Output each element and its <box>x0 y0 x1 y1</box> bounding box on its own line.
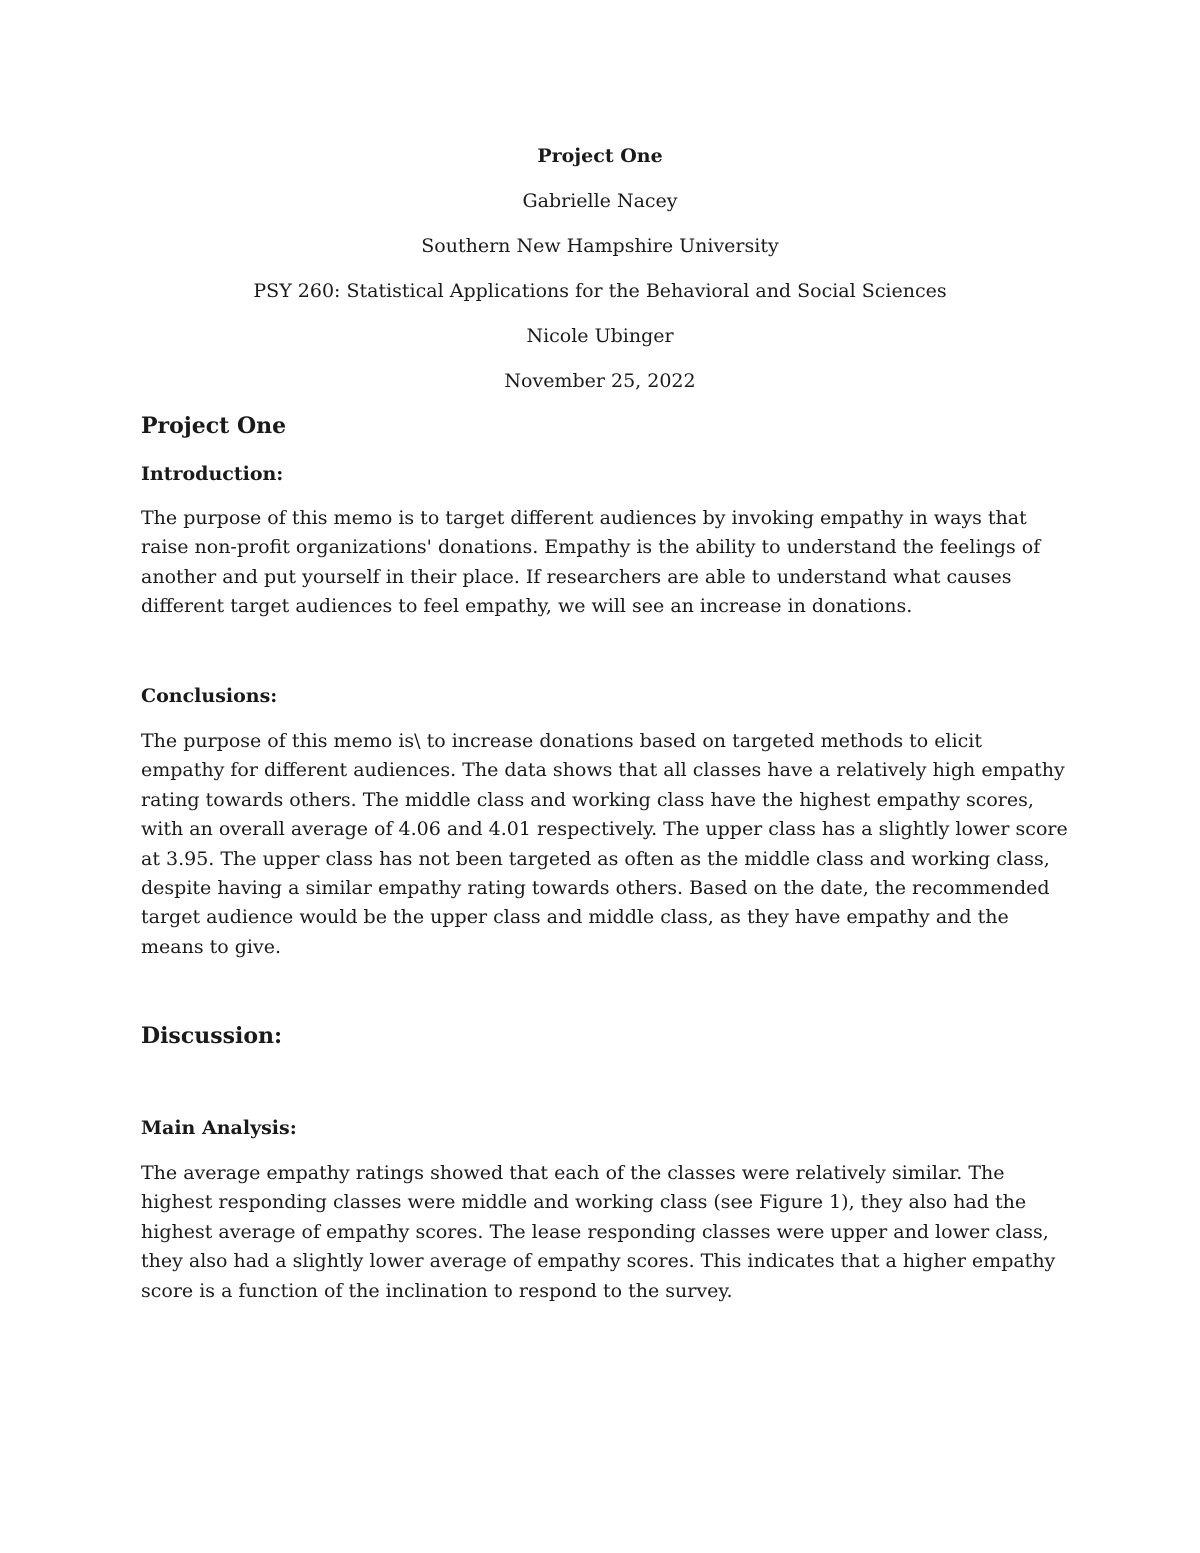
introduction-heading: Introduction: <box>141 463 284 485</box>
course-name: PSY 260: Statistical Applications for the Behavioral and Social Sciences <box>253 280 947 302</box>
institution-name: Southern New Hampshire University <box>421 235 779 257</box>
body-heading: Project One <box>141 413 287 439</box>
conclusions-heading: Conclusions: <box>141 685 278 707</box>
paper-title: Project One <box>537 145 663 167</box>
submission-date: November 25, 2022 <box>504 370 696 392</box>
author-name: Gabrielle Nacey <box>522 190 678 212</box>
introduction-paragraph: The purpose of this memo is to target different audiences by invoking empathy in ways that raise non-profit organizations' donations. Empathy is the ability to understand the feelings of another and put yourself in their place. If researchers are able to understand what causes different target audiences to feel empathy, we will see an increase in donations. <box>141 507 1041 618</box>
conclusions-paragraph: The purpose of this memo is\ to increase donations based on targeted methods to elicit empathy for different audiences. The data shows that all classes have a relatively high empathy rating towards others. The middle class and working class have the highest empathy scores, with an overall average of 4.06 and 4.01 respectively. The upper class has a slightly lower score at 3.95. The upper class has not been targeted as often as the middle class and working class, despite having a similar empathy rating towards others. Based on the date, the recommended target audience would be the upper class and middle class, as they have empathy and the means to give. <box>141 730 1068 958</box>
main-analysis-paragraph: The average empathy ratings showed that each of the classes were relatively similar. The highest responding classes were middle and working class (see Figure 1), they also had the highest average of empathy scores. The lease responding classes were upper and lower class, they also had a slightly lower average of empathy scores. This indicates that a higher empathy score is a function of the inclination to respond to the survey. <box>141 1162 1056 1302</box>
instructor-name: Nicole Ubinger <box>526 325 674 347</box>
title-page-block <box>0 140 1200 410</box>
main-analysis-heading: Main Analysis: <box>141 1117 297 1139</box>
discussion-heading: Discussion: <box>141 1023 283 1049</box>
